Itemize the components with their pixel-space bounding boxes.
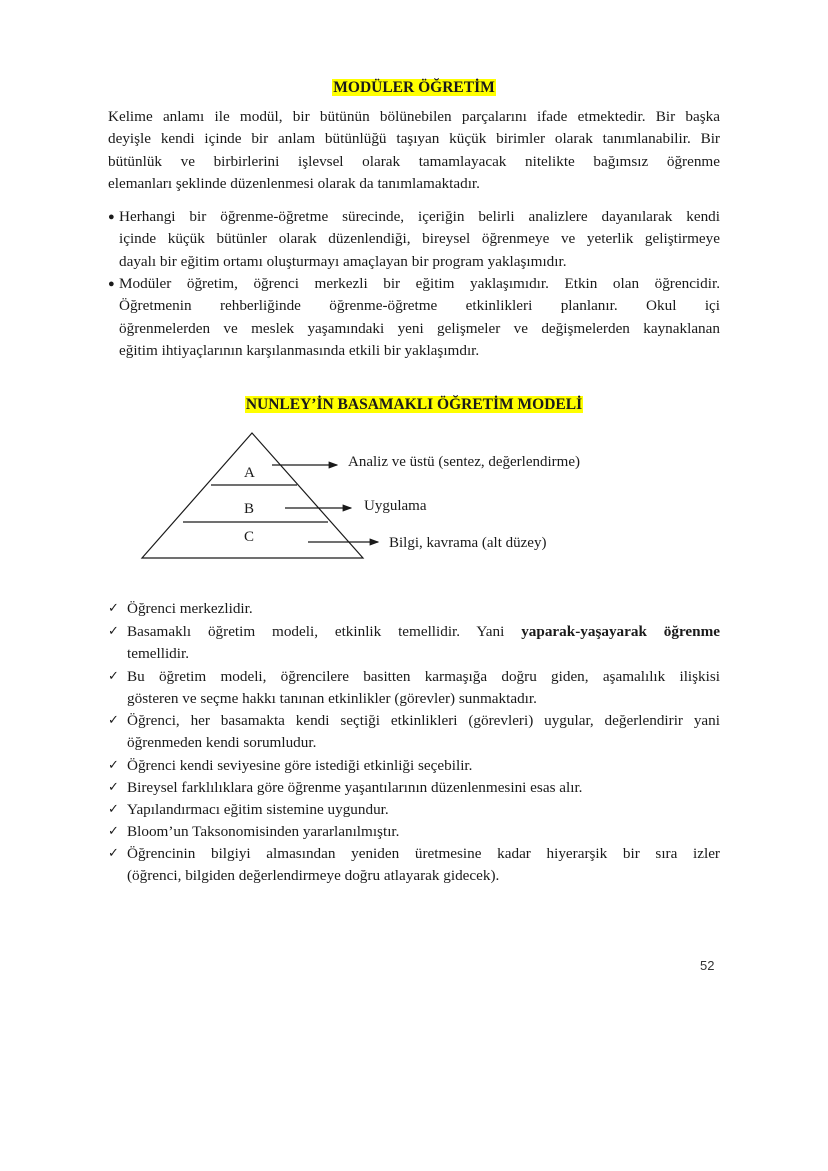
highlighted-title: NUNLEY’İN BASAMAKLI ÖĞRETİM MODELİ xyxy=(245,396,583,413)
check-item xyxy=(108,621,720,666)
text-line: Bloom’un Taksonomisinden yararlanılmıştır. xyxy=(127,823,400,840)
text-line: Öğrenci merkezlidir. xyxy=(127,600,253,617)
checkmark-icon: ✓ xyxy=(108,780,119,795)
text-line: dayalı bir eğitim ortamı oluşturmayı amaçlayan bir program yaklaşımıdır. xyxy=(119,252,567,270)
text-line: Herhangi bir öğrenme-öğretme sürecinde, içeriğin belirli analizlere dayanılarak kendi xyxy=(119,208,720,225)
check-item xyxy=(108,598,720,620)
level-label-b: Uygulama xyxy=(364,498,427,514)
highlighted-title: MODÜLER ÖĞRETİM xyxy=(333,79,495,96)
text-line: Kelime anlamı ile modül, bir bütünün bölünebilen parçalarını ifade etmektedir. Bir başka xyxy=(108,108,720,125)
bullet-dot-icon: ● xyxy=(108,211,115,223)
text-line: eğitim ihtiyaçlarının karşılanmasında etkili bir yaklaşımdır. xyxy=(119,342,480,360)
check-item xyxy=(108,821,720,843)
text-segment: Basamaklı öğretim modeli, etkinlik temellidir. Yani xyxy=(127,623,522,640)
text-line: öğrenmelerden ve meslek yaşamındaki yeni gelişmeler ve değişmelerden kaynaklanan xyxy=(119,319,720,337)
level-letter-a: A xyxy=(244,465,255,481)
checkmark-icon: ✓ xyxy=(108,713,119,728)
checkmark-icon: ✓ xyxy=(108,669,119,684)
check-item xyxy=(108,777,720,799)
level-label-a: Analiz ve üstü (sentez, değerlendirme) xyxy=(348,454,580,470)
text-line: Bu öğretim modeli, öğrencilere basitten karmaşığa doğru giden, aşamalılık ilişkisi xyxy=(127,668,720,685)
checkmark-icon: ✓ xyxy=(108,624,119,639)
text-line: bütünlük ve birbirlerini işlevsel olarak tamamlayacak nitelikte bağımsız öğrenme xyxy=(108,153,720,170)
level-label-c: Bilgi, kavrama (alt düzey) xyxy=(389,535,547,551)
checkmark-icon: ✓ xyxy=(108,846,119,861)
text-line: öğrenmeden kendi sorumludur. xyxy=(127,734,317,752)
text-line xyxy=(127,621,720,643)
check-item xyxy=(108,799,720,821)
text-line: içinde küçük bütünler olarak düzenlendiği, bireysel öğrenmeye ve yeterlik geliştirmeye xyxy=(119,230,720,248)
text-line: deyişle kendi içinde bir anlam bütünlüğü taşıyan küçük birimler olarak tanımlanabilir. Bir xyxy=(108,130,720,147)
text-line: Öğrenci kendi seviyesine göre istediği etkinliği seçebilir. xyxy=(127,757,473,774)
text-line: Öğrenci, her basamakta kendi seçtiği etkinlikleri (görevleri) uygular, değerlendirir yani xyxy=(127,712,720,729)
section-title-moduler-ogretim xyxy=(0,78,828,98)
check-item xyxy=(108,666,720,711)
section-title-nunley-model xyxy=(0,395,828,415)
text-line: (öğrenci, bilgiden değerlendirmeye doğru atlayarak gidecek). xyxy=(127,867,500,885)
checkmark-icon: ✓ xyxy=(108,802,119,817)
bullet-item xyxy=(108,273,720,363)
checkmark-icon: ✓ xyxy=(108,824,119,839)
check-item xyxy=(108,843,720,888)
text-line: Bireysel farklılıklara göre öğrenme yaşantılarının düzenlenmesini esas alır. xyxy=(127,779,583,796)
text-line: Modüler öğretim, öğrenci merkezli bir eğitim yaklaşımıdır. Etkin olan öğrencidir. xyxy=(119,275,720,292)
checkmark-icon: ✓ xyxy=(108,601,119,616)
bold-phrase: yaparak-yaşayarak öğrenme xyxy=(521,623,721,640)
check-item xyxy=(108,755,720,777)
text-line: gösteren ve seçme hakkı tanınan etkinlikler (görevler) sunmaktadır. xyxy=(127,690,537,708)
text-line: Öğrencinin bilgiyi almasından yeniden üretmesine kadar hiyerarşik bir sıra izler xyxy=(127,845,720,862)
bullet-item xyxy=(108,206,720,273)
text-line: temellidir. xyxy=(127,645,190,663)
checkmark-icon: ✓ xyxy=(108,758,119,773)
text-line: Öğretmenin rehberliğinde öğrenme-öğretme etkinlikleri planlanır. Okul içi xyxy=(119,297,720,315)
level-letter-b: B xyxy=(244,501,255,517)
text-line: elemanları şeklinde düzenlenmesi olarak da tanımlamaktadır. xyxy=(108,175,480,192)
page-number: 52 xyxy=(700,958,715,973)
check-item xyxy=(108,710,720,755)
bullet-dot-icon: ● xyxy=(108,278,115,290)
level-letter-c: C xyxy=(244,529,255,545)
text-line: Yapılandırmacı eğitim sistemine uygundur. xyxy=(127,801,389,818)
